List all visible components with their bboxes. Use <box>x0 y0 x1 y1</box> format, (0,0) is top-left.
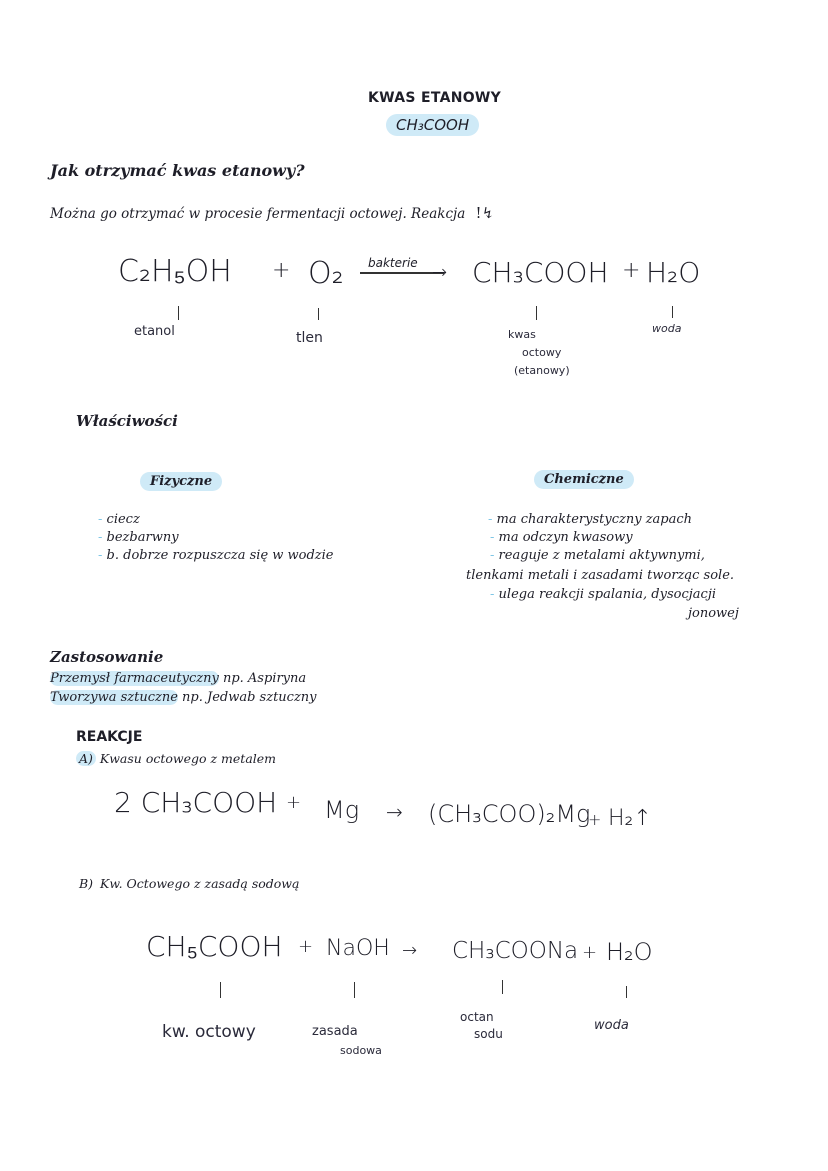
reaction1-plus1: + <box>272 258 291 283</box>
physical-item-text: b. dobrze rozpuszcza się w wodzie <box>106 548 334 563</box>
chemical-item-text: ulega reakcji spalania, dysocjacji <box>498 587 717 602</box>
label-kw-octowy: kw. octowy <box>162 1022 256 1042</box>
reaction1-reactant2: O₂ <box>308 256 344 291</box>
usage-line-1 <box>50 671 306 686</box>
list-dash: - <box>490 548 495 563</box>
usage-example: np. Aspiryna <box>218 671 307 686</box>
physical-item <box>98 548 334 563</box>
eqb-r1: CH₅COOH <box>146 930 283 963</box>
chemical-heading-wrap <box>534 472 634 487</box>
usage-heading: Zastosowanie <box>50 648 164 666</box>
label-woda: woda <box>652 322 682 335</box>
chemical-item <box>488 512 692 527</box>
eqb-p1: CH₃COONa <box>452 938 579 964</box>
reaction-b-label: B) <box>79 876 94 891</box>
label-zasada: zasada <box>312 1024 358 1039</box>
eqa-r1: 2 CH₃COOH <box>114 786 278 819</box>
question-heading: Jak otrzymać kwas etanowy? <box>50 161 305 180</box>
list-dash: - <box>490 530 495 545</box>
tick-zasada <box>354 982 355 998</box>
intro-sentence: Można go otrzymać w procesie fermentacji octowej. Reakcja <box>50 206 466 222</box>
reaction-a-title <box>76 751 276 766</box>
eqa-plus2: + <box>588 810 602 829</box>
exclamation-arrow-icon: !↯ <box>475 204 495 222</box>
label-octan: octan <box>460 1010 494 1024</box>
reaction1-condition: bakterie <box>368 256 418 270</box>
reaction-a-label: A) <box>76 751 96 766</box>
label-tlen: tlen <box>296 330 323 346</box>
tick-woda-b <box>626 986 627 998</box>
label-sodu: sodu <box>474 1027 503 1041</box>
reaction1-product1: CH₃COOH <box>472 256 609 289</box>
chemical-item <box>490 530 633 545</box>
label-etanowy: (etanowy) <box>514 364 570 377</box>
chemical-item-continued: tlenkami metali i zasadami tworząc sole. <box>466 568 735 583</box>
physical-item <box>98 512 140 527</box>
tick-etanol <box>178 306 179 320</box>
usage-highlight: Przemysł farmaceutyczny <box>50 671 219 686</box>
reaction1-plus2: + <box>622 258 641 283</box>
chemical-item-text: ma odczyn kwasowy <box>498 530 633 545</box>
reaction-b-text: Kw. Octowego z zasadą sodową <box>100 876 300 891</box>
label-woda-b: woda <box>594 1018 629 1033</box>
physical-item <box>98 530 179 545</box>
usage-example: np. Jedwab sztuczny <box>177 690 317 705</box>
reaction-a-text: Kwasu octowego z metalem <box>99 751 277 766</box>
reaction-b-title <box>76 876 299 891</box>
label-kwas: kwas <box>508 328 536 341</box>
eqb-arrow: → <box>402 940 418 961</box>
reaction1-reactant1: C₂H₅OH <box>118 254 232 289</box>
eqa-arrow: → <box>386 800 403 824</box>
label-octowy: octowy <box>522 346 562 359</box>
reactions-heading: REAKCJE <box>76 729 143 745</box>
usage-highlight: Tworzywa sztuczne <box>50 690 178 705</box>
list-dash: - <box>98 548 103 563</box>
eqa-p1: (CH₃COO)₂Mg <box>428 800 591 828</box>
eqa-p2: H₂↑ <box>608 806 652 831</box>
eqa-plus1: + <box>286 792 302 813</box>
tick-octan <box>502 980 503 994</box>
label-etanol: etanol <box>134 324 175 339</box>
eqa-r2: Mg <box>324 796 360 824</box>
title-formula: CH₃COOH <box>386 114 479 136</box>
chemical-item-continued: jonowej <box>688 606 739 621</box>
eqb-plus1: + <box>298 936 314 957</box>
intro-text <box>50 204 494 222</box>
list-dash: - <box>98 530 103 545</box>
list-dash: - <box>98 512 103 527</box>
physical-item-text: bezbarwny <box>106 530 179 545</box>
chemical-heading: Chemiczne <box>534 470 634 489</box>
tick-kwas <box>536 306 537 320</box>
chemical-item <box>490 548 705 563</box>
list-dash: - <box>490 587 495 602</box>
list-dash: - <box>488 512 493 527</box>
tick-kw-octowy <box>220 982 221 998</box>
chemical-item-text: reaguje z metalami aktywnymi, <box>498 548 705 563</box>
tick-tlen <box>318 308 319 320</box>
page-title: KWAS ETANOWY <box>368 90 502 106</box>
reaction1-arrow-head: → <box>432 262 448 283</box>
chemical-item <box>490 587 716 602</box>
tick-woda <box>672 306 673 318</box>
physical-item-text: ciecz <box>106 512 140 527</box>
label-sodowa: sodowa <box>340 1044 382 1057</box>
properties-heading: Właściwości <box>76 412 178 430</box>
eqb-plus2: + <box>582 942 598 963</box>
chemical-item-text: ma charakterystyczny zapach <box>496 512 693 527</box>
usage-line-2 <box>50 690 317 705</box>
eqb-r2: NaOH <box>326 936 390 961</box>
reaction1-product2: H₂O <box>646 256 701 289</box>
eqb-p2: H₂O <box>606 938 653 966</box>
physical-heading: Fizyczne <box>140 472 222 491</box>
